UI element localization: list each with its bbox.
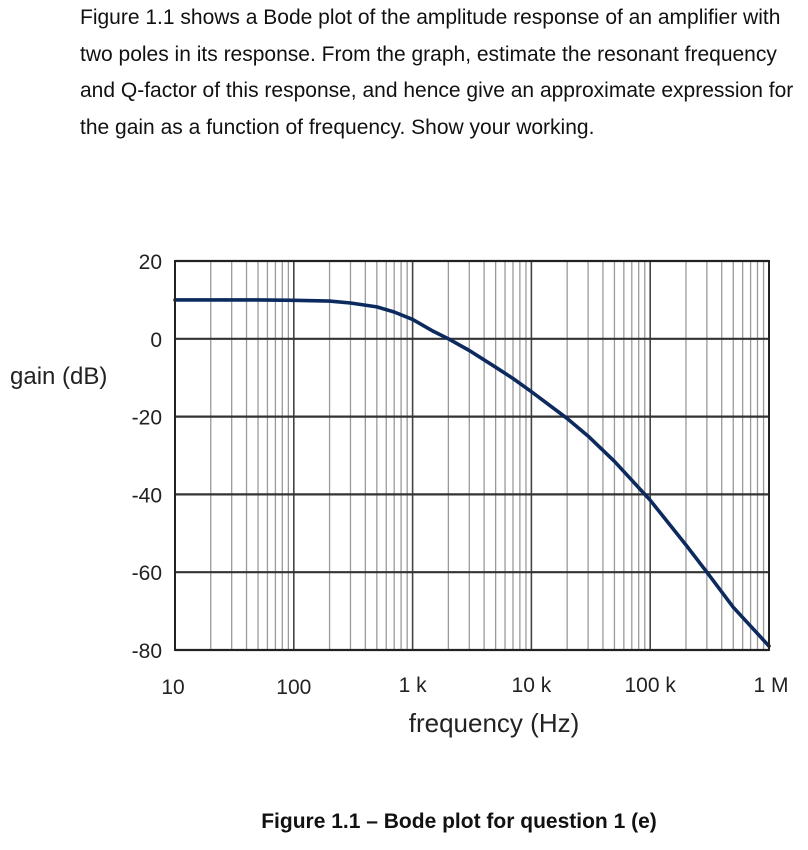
y-axis-label: gain (dB): [10, 363, 108, 390]
x-tick-label: 1 k: [398, 674, 427, 697]
question-text: Figure 1.1 shows a Bode plot of the amplitude response of an amplifier with two poles in its response. From the graph, estimate the resonant frequency and Q-factor of this response, and hence give an approximate expression for the gain as a function of frequency. Show your working.: [80, 6, 794, 139]
y-tick-label: -60: [131, 562, 162, 586]
gain-curve: [175, 300, 769, 646]
y-tick-label: -40: [131, 484, 162, 508]
x-axis-label: frequency (Hz): [408, 708, 580, 738]
x-tick-label: 10: [161, 676, 185, 699]
y-tick-labels: [132, 251, 162, 663]
y-tick-label: 0: [150, 328, 162, 352]
plot-frame: [175, 261, 769, 650]
series-group: [175, 300, 769, 646]
grid-lines: [175, 261, 769, 650]
x-tick-label: 1 M: [753, 674, 789, 697]
x-tick-label: 100 k: [624, 674, 676, 697]
x-tick-label: 100: [276, 676, 312, 699]
y-tick-label: -80: [131, 640, 162, 663]
x-tick-label: 10 k: [511, 674, 552, 697]
y-tick-label: 20: [138, 251, 162, 274]
x-tick-labels: [161, 674, 788, 699]
figure-caption: Figure 1.1 – Bode plot for question 1 (e): [261, 810, 657, 833]
y-tick-label: -20: [131, 406, 162, 430]
